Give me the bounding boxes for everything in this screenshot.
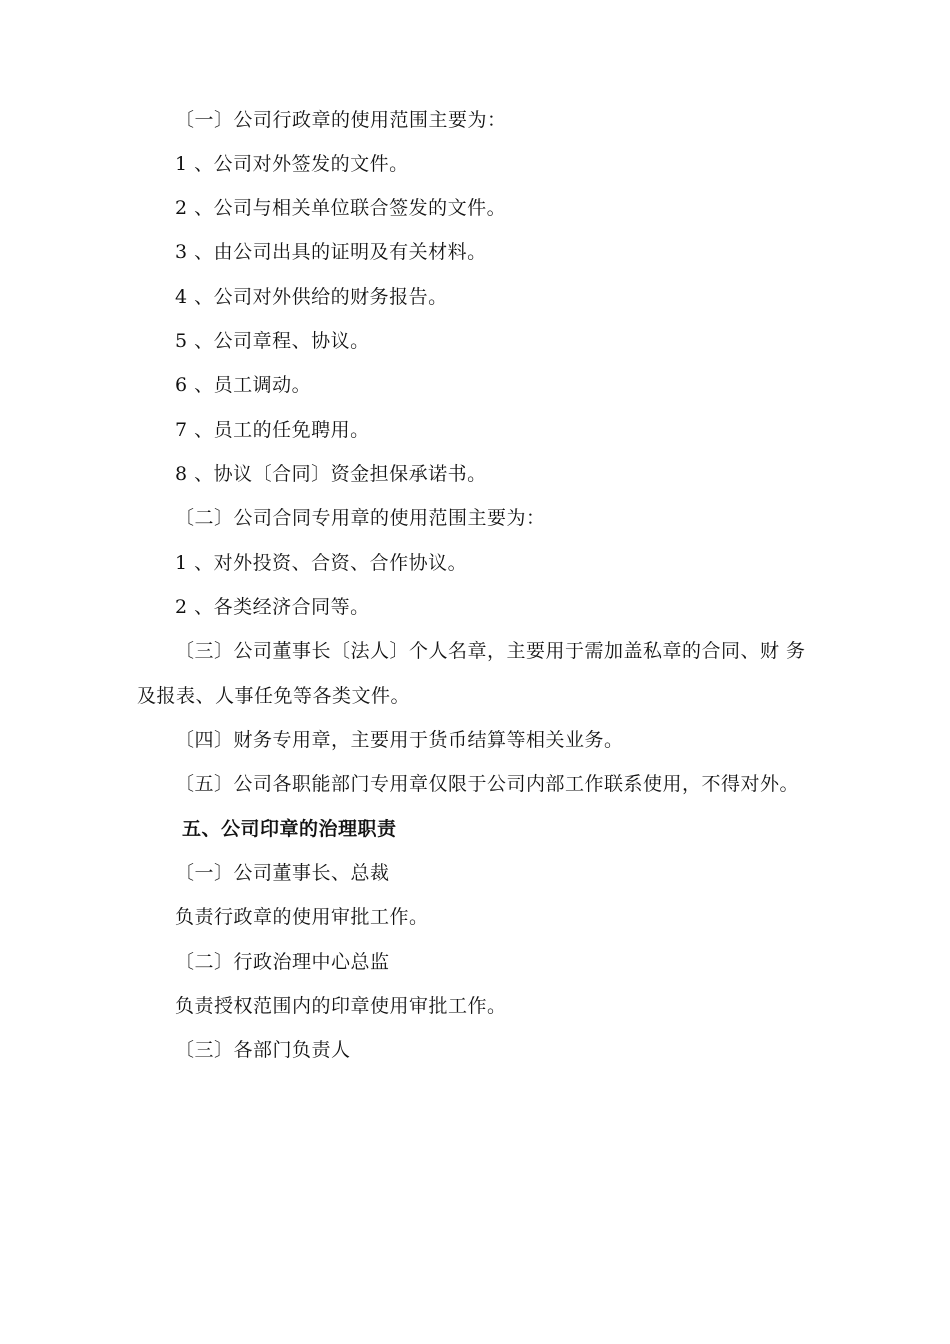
list-item: 4 、公司对外供给的财务报告。 bbox=[175, 286, 448, 308]
list-item: 2 、各类经济合同等。 bbox=[175, 596, 370, 618]
paragraph-line: 及报表、人事任免等各类文件。 bbox=[137, 685, 411, 707]
subsection-title: 〔三〕各部门负责人 bbox=[175, 1039, 351, 1061]
list-item: 7 、员工的任免聘用。 bbox=[175, 419, 370, 441]
list-item: 1 、公司对外签发的文件。 bbox=[175, 153, 409, 175]
list-item: 3 、由公司出具的证明及有关材料。 bbox=[175, 241, 487, 263]
section-4-1-title: 〔一〕公司行政章的使用范围主要为： bbox=[175, 109, 507, 131]
paragraph-line: 负责授权范围内的印章使用审批工作。 bbox=[175, 995, 507, 1017]
paragraph-line: 〔三〕公司董事长〔法人〕个人名章，主要用于需加盖私章的合同、财 务 bbox=[175, 640, 806, 662]
subsection-title: 〔二〕行政治理中心总监 bbox=[175, 951, 390, 973]
list-item: 8 、协议〔合同〕资金担保承诺书。 bbox=[175, 463, 487, 485]
section-5-heading: 五、公司印章的治理职责 bbox=[182, 818, 397, 840]
paragraph-line: 负责行政章的使用审批工作。 bbox=[175, 906, 429, 928]
list-item: 6 、员工调动。 bbox=[175, 374, 312, 396]
list-item: 5 、公司章程、协议。 bbox=[175, 330, 370, 352]
subsection-title: 〔一〕公司董事长、总裁 bbox=[175, 862, 390, 884]
list-item: 2 、公司与相关单位联合签发的文件。 bbox=[175, 197, 507, 219]
list-item: 1 、对外投资、合资、合作协议。 bbox=[175, 552, 468, 574]
section-4-2-title: 〔二〕公司合同专用章的使用范围主要为： bbox=[175, 507, 546, 529]
paragraph-line: 〔五〕公司各职能部门专用章仅限于公司内部工作联系使用，不得对外。 bbox=[175, 773, 800, 795]
paragraph-line: 〔四〕财务专用章，主要用于货币结算等相关业务。 bbox=[175, 729, 624, 751]
